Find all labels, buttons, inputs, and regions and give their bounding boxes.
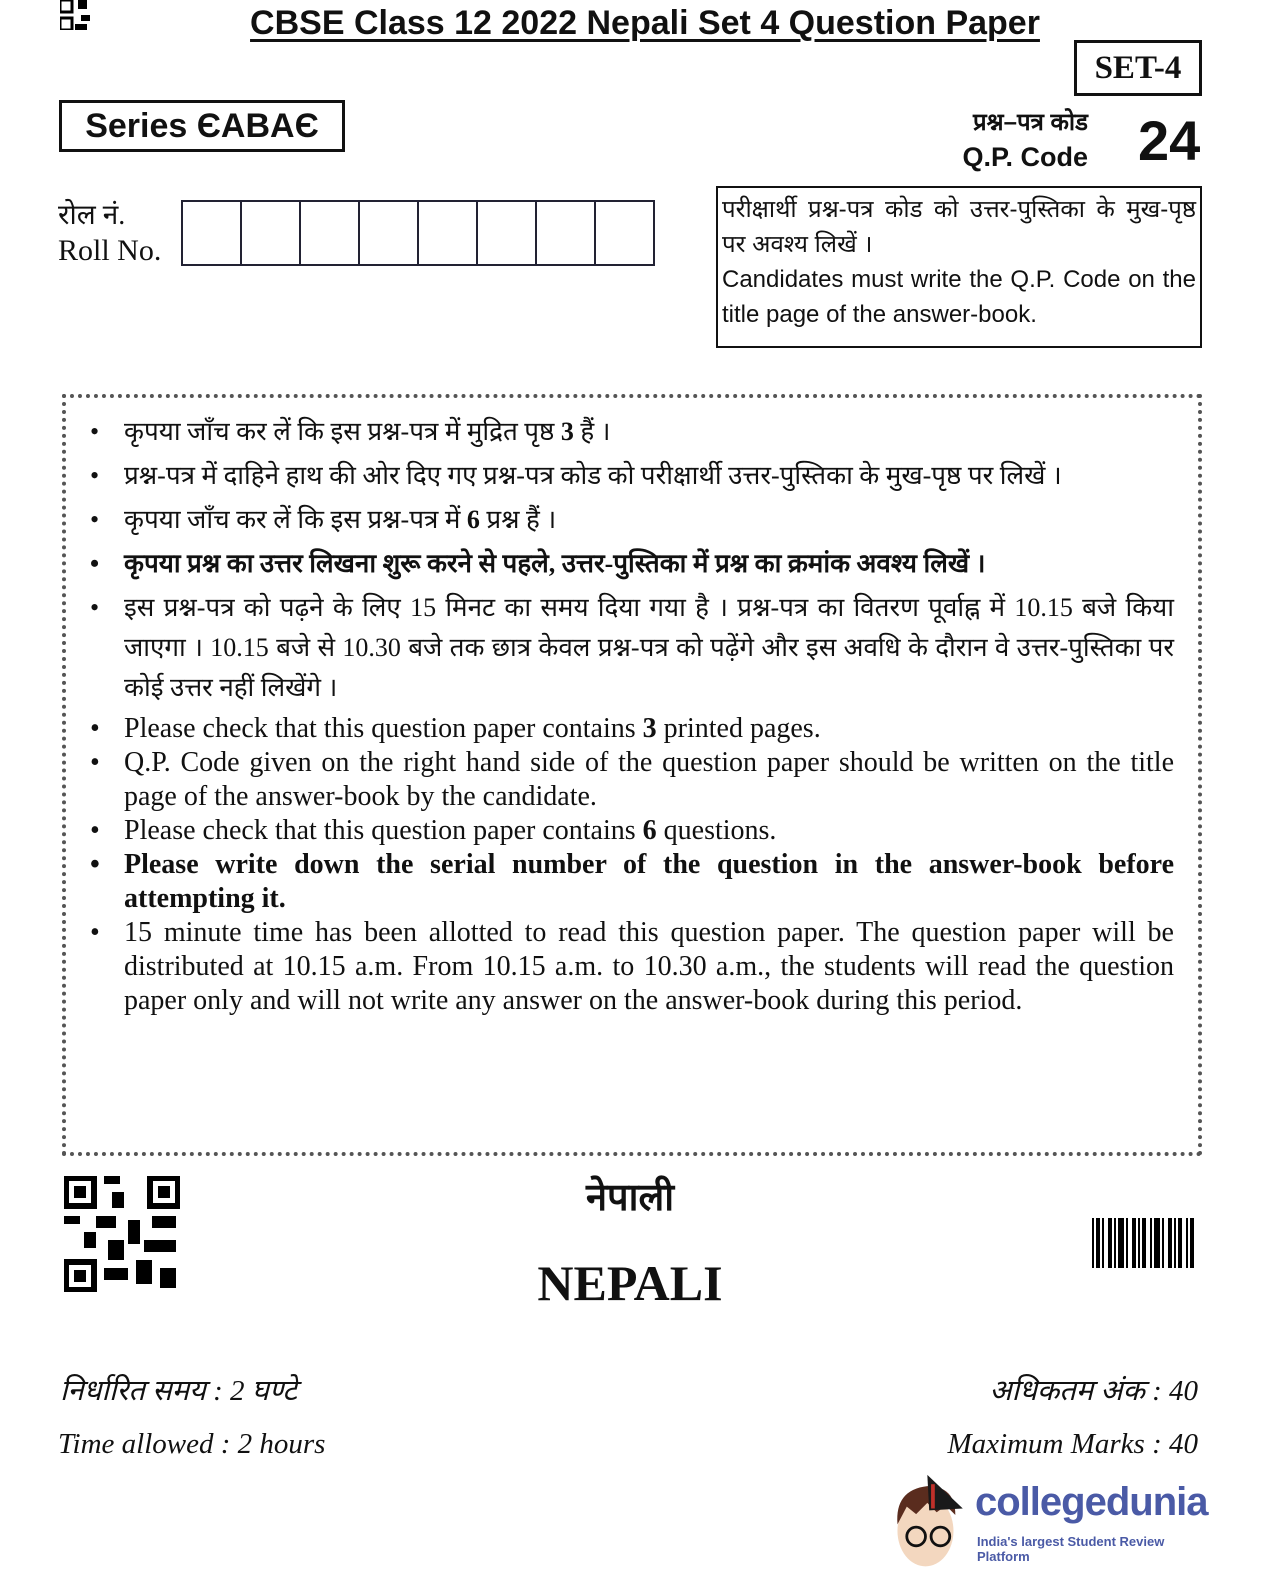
instruction-item — [124, 848, 1174, 916]
barcode-icon — [1092, 1218, 1194, 1268]
roll-box — [419, 202, 478, 264]
mascot-icon — [890, 1472, 974, 1572]
set-badge: SET-4 — [1074, 40, 1202, 96]
time-allowed: Time allowed : 2 hours — [58, 1428, 326, 1460]
instruction-text-post: हैं । — [573, 417, 611, 446]
roll-number-label-hindi: रोल नं. — [58, 200, 126, 231]
logo-brand-text: collegedunia — [975, 1480, 1208, 1524]
instruction-item — [124, 544, 1174, 584]
instruction-text-pre: Please write down the serial number of the question in the answer-book before attempting it. — [124, 849, 1174, 914]
roll-box — [183, 202, 242, 264]
roll-box — [537, 202, 596, 264]
instruction-text-pre: Q.P. Code given on the right hand side of the question paper should be written on the title page of the answer-book by the candidate. — [124, 747, 1174, 812]
maximum-marks-hindi: अधिकतम अंक : 40 — [989, 1375, 1198, 1407]
instructions-list — [66, 398, 1198, 1018]
instruction-text-pre: Please check that this question paper contains — [124, 713, 643, 744]
series-badge: Series ЄABAЄ — [59, 100, 345, 152]
qp-code-note-box — [716, 186, 1202, 348]
roll-box — [596, 202, 653, 264]
instruction-item — [124, 588, 1174, 708]
roll-box — [301, 202, 360, 264]
instruction-item — [124, 916, 1174, 1018]
instruction-text-bold: 3 — [560, 417, 574, 446]
instruction-text-pre: कृपया जाँच कर लें कि इस प्रश्न-पत्र में — [124, 505, 467, 534]
instruction-item — [124, 456, 1174, 496]
instruction-text-pre: कृपया प्रश्न का उत्तर लिखना शुरू करने से पहले, उत्तर-पुस्तिका में प्रश्न का क्रमांक अवश्य लिखें । — [124, 549, 986, 578]
instruction-text-post: printed pages. — [656, 713, 821, 744]
instruction-text-bold: 6 — [466, 505, 480, 534]
qp-code-label: Q.P. Code — [962, 142, 1088, 172]
instruction-text-bold: 3 — [642, 713, 657, 744]
subject-title: NEPALI — [537, 1255, 723, 1311]
instruction-item — [124, 500, 1174, 540]
logo-tagline: India's largest Student Review Platform — [977, 1534, 1165, 1564]
note-hindi: परीक्षार्थी प्रश्न-पत्र कोड को उत्तर-पुस्तिका के मुख-पृष्ठ पर अवश्य लिखें । — [722, 196, 1196, 258]
instruction-text-bold: 6 — [642, 815, 657, 846]
instruction-text-pre: 15 minute time has been allotted to read this question paper. The question paper will be distributed at 10.15 a.m. From 10.15 a.m. to 10.30 a.m., the students will read the question paper only and will not write any answer on the answer-book during this period. — [124, 917, 1174, 1016]
collegedunia-logo — [890, 1472, 1210, 1580]
qp-code-label-hindi: प्रश्न–पत्र कोड — [972, 109, 1088, 136]
instruction-text-pre: इस प्रश्न-पत्र को पढ़ने के लिए 15 मिनट का समय दिया गया है । प्रश्न-पत्र का वितरण पूर्वाह्न में 10.15 बजे किया जाएगा । 10.15 बजे से 10.30 बजे तक छात्र केवल प्रश्न-पत्र को पढ़ेंगे और इस अवधि के दौरान वे उत्तर-पुस्तिका पर कोई उत्तर नहीं लिखेंगे । — [124, 593, 1174, 702]
instruction-text-pre: Please check that this question paper contains — [124, 815, 643, 846]
roll-box — [478, 202, 537, 264]
maximum-marks: Maximum Marks : 40 — [947, 1428, 1198, 1460]
time-allowed-hindi: निर्धारित समय : 2 घण्टे — [60, 1375, 297, 1407]
instruction-text-pre: प्रश्न-पत्र में दाहिने हाथ की ओर दिए गए प्रश्न-पत्र कोड को परीक्षार्थी उत्तर-पुस्तिका के मुख-पृष्ठ पर लिखें । — [124, 461, 1062, 490]
document-title: CBSE Class 12 2022 Nepali Set 4 Question Paper — [250, 4, 1040, 42]
instruction-item — [124, 412, 1174, 452]
roll-number-boxes — [181, 200, 655, 266]
note-english: Candidates must write the Q.P. Code on the title page of the answer-book. — [722, 266, 1196, 328]
instruction-item — [124, 746, 1174, 814]
roll-number-label: Roll No. — [58, 234, 162, 267]
subject-title-hindi: नेपाली — [585, 1174, 675, 1219]
instruction-text-post: प्रश्न हैं । — [479, 505, 557, 534]
instruction-text-pre: कृपया जाँच कर लें कि इस प्रश्न-पत्र में मुद्रित पृष्ठ — [124, 417, 561, 446]
roll-box — [360, 202, 419, 264]
roll-box — [242, 202, 301, 264]
qp-code-value: 24 — [1138, 109, 1201, 172]
instruction-item — [124, 712, 1174, 746]
instruction-text-post: questions. — [656, 815, 777, 846]
instruction-item — [124, 814, 1174, 848]
instructions-box — [62, 394, 1202, 1156]
